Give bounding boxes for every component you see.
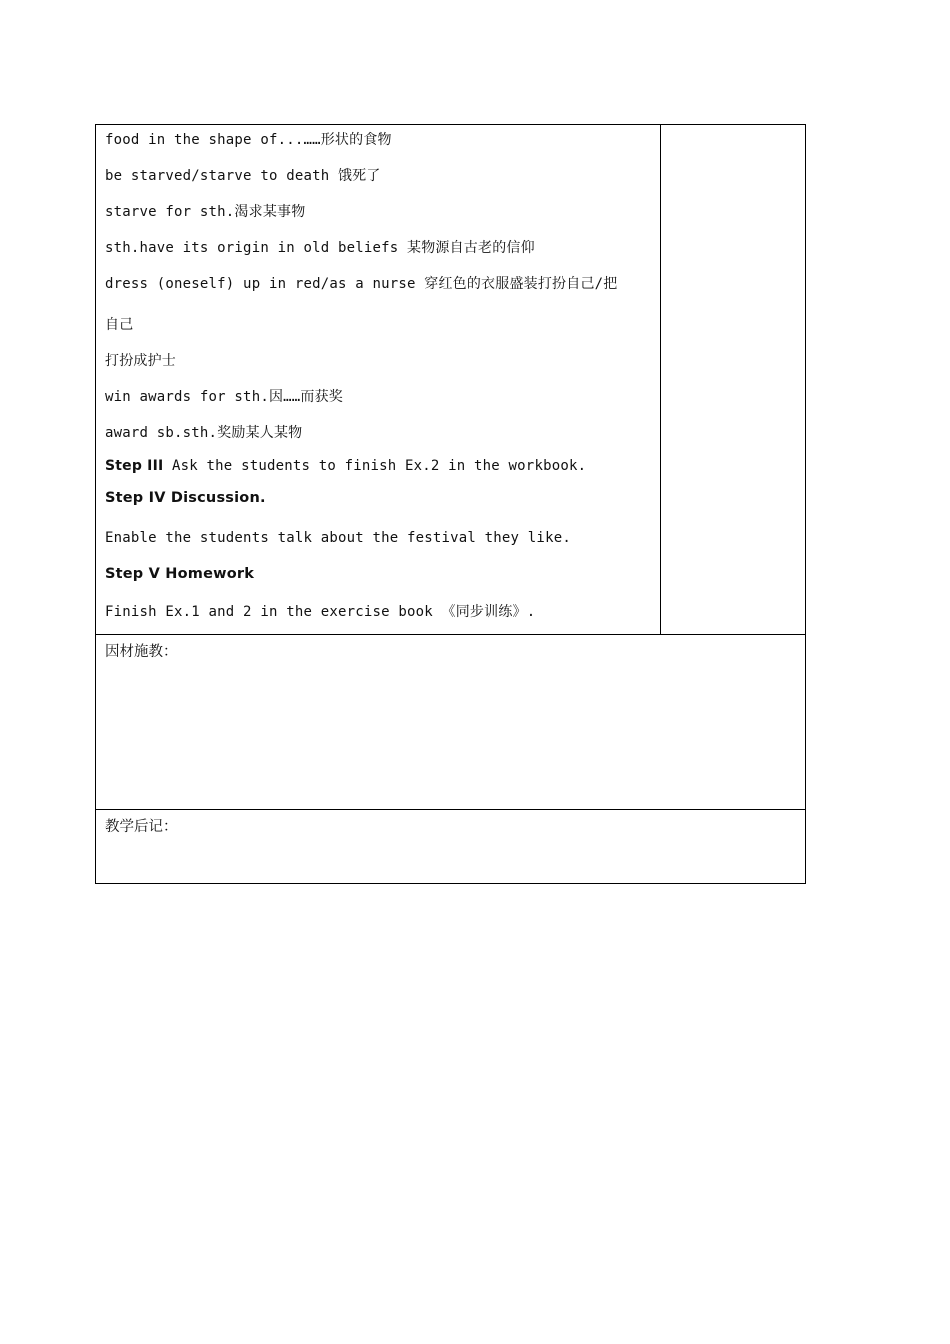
step-3-text: Ask the students to finish Ex.2 in the workbook. [163, 458, 587, 474]
step-4-text: Enable the students talk about the festival they like. [105, 530, 571, 546]
phrase-line-4: sth.have its origin in old beliefs 某物源自古老的信仰 [105, 240, 535, 256]
adaptation-row [96, 635, 805, 810]
reflection-row [96, 810, 805, 883]
phrase-line-2: be starved/starve to death 饿死了 [105, 168, 381, 184]
phrase-line-7: 打扮成护士 [105, 353, 176, 369]
phrase-line-3: starve for sth.渴求某事物 [105, 204, 306, 220]
lesson-content-row [96, 125, 805, 635]
phrase-line-5: dress (oneself) up in red/as a nurse 穿红色的衣服盛装打扮自己/把 [105, 276, 618, 292]
step-5-text: Finish Ex.1 and 2 in the exercise book 《同步训练》. [105, 604, 536, 620]
adaptation-label: 因材施教： [105, 644, 178, 660]
step-3-title: Step III [105, 458, 164, 474]
lesson-plan-table [95, 124, 806, 884]
phrase-line-6: 自己 [105, 317, 134, 333]
phrase-line-9: award sb.sth.奖励某人某物 [105, 425, 303, 441]
step-4-title: Step IV Discussion. [105, 490, 266, 506]
phrase-line-1: food in the shape of...……形状的食物 [105, 132, 392, 148]
reflection-label: 教学后记： [105, 819, 178, 835]
step-3-line [105, 458, 586, 474]
phrase-line-8: win awards for sth.因……而获奖 [105, 389, 344, 405]
lesson-content-cell [96, 125, 661, 634]
notes-column-cell [661, 125, 805, 634]
step-5-title: Step V Homework [105, 566, 255, 582]
